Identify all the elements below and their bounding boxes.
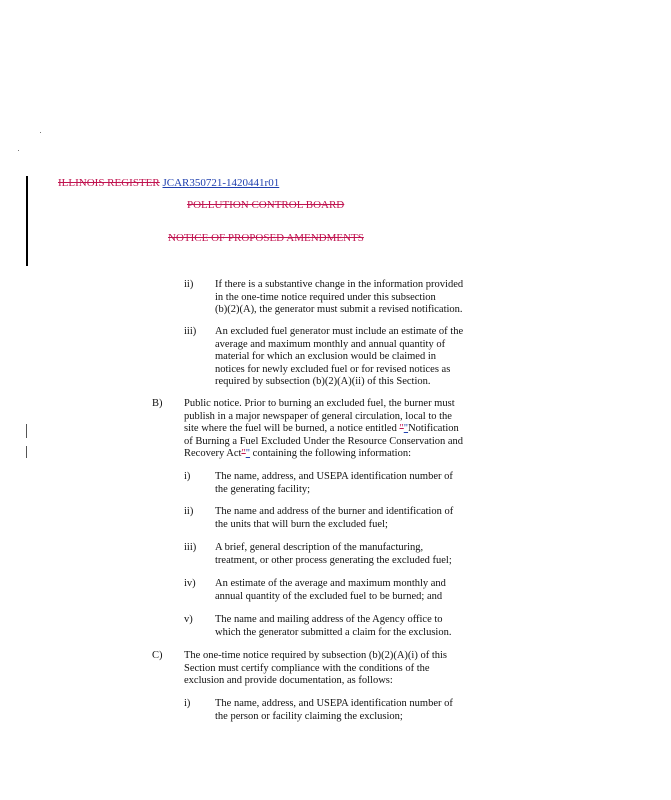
register-header (58, 177, 279, 189)
item-marker: i) (184, 471, 191, 482)
revision-bar (26, 446, 27, 458)
item-marker: iii) (184, 542, 197, 553)
scan-speck (18, 150, 19, 151)
item-text: The name, address, and USEPA identification number of the generating facility; (215, 471, 453, 495)
item-marker: v) (184, 614, 193, 625)
item-marker: ii) (184, 506, 194, 517)
item-text: An excluded fuel generator must include an estimate of the average and maximum monthly and annual quantity of material for which an exclusion would be claimed in notices for newly excluded fuel or for revised notices as required by subsection (b)(2)(A)(ii) of this Section. (215, 326, 464, 387)
item-text: The name, address, and USEPA identification number of the person or facility claiming the exclusion; (215, 698, 453, 722)
register-id-inserted: JCAR350721-1420441r01 (162, 177, 280, 189)
board-header: POLLUTION CONTROL BOARD (187, 199, 345, 211)
item-text: The name and address of the burner and identification of the units that will burn the excluded fuel; (215, 506, 454, 530)
revision-bar (26, 176, 28, 266)
item-marker: iii) (184, 326, 197, 337)
item-text: An estimate of the average and maximum monthly and annual quantity of the excluded fuel to be burned; and (215, 578, 446, 602)
section-marker: B) (152, 398, 163, 409)
item-marker: ii) (184, 279, 194, 290)
section-text: The one-time notice required by subsection (b)(2)(A)(i) of this Section must certify compliance with the conditions of the exclusion and provide documentation, as follows: (184, 650, 447, 686)
section-text: Public notice. Prior to burning an excluded fuel, the burner must publish in a major newspaper of general circulation, local to the site where the fuel will be burned, a notice entitled ""Notification of Burning a Fuel Excluded Under the Resource Conservation and Recovery Act"" containing the following information: (184, 398, 464, 459)
item-text: If there is a substantive change in the information provided in the one-time notice required under this subsection (b)(2)(A), the generator must submit a revised notification. (215, 279, 464, 315)
item-marker: i) (184, 698, 191, 709)
register-title-struck: ILLINOIS REGISTER (58, 177, 160, 189)
item-marker: iv) (184, 578, 196, 589)
item-text: The name and mailing address of the Agency office to which the generator submitted a claim for the exclusion. (215, 614, 452, 638)
item-text: A brief, general description of the manufacturing, treatment, or other process generating the excluded fuel; (215, 542, 452, 566)
notice-header: NOTICE OF PROPOSED AMENDMENTS (168, 232, 364, 244)
section-marker: C) (152, 650, 163, 661)
scan-speck (40, 132, 41, 133)
revision-bar (26, 424, 27, 438)
